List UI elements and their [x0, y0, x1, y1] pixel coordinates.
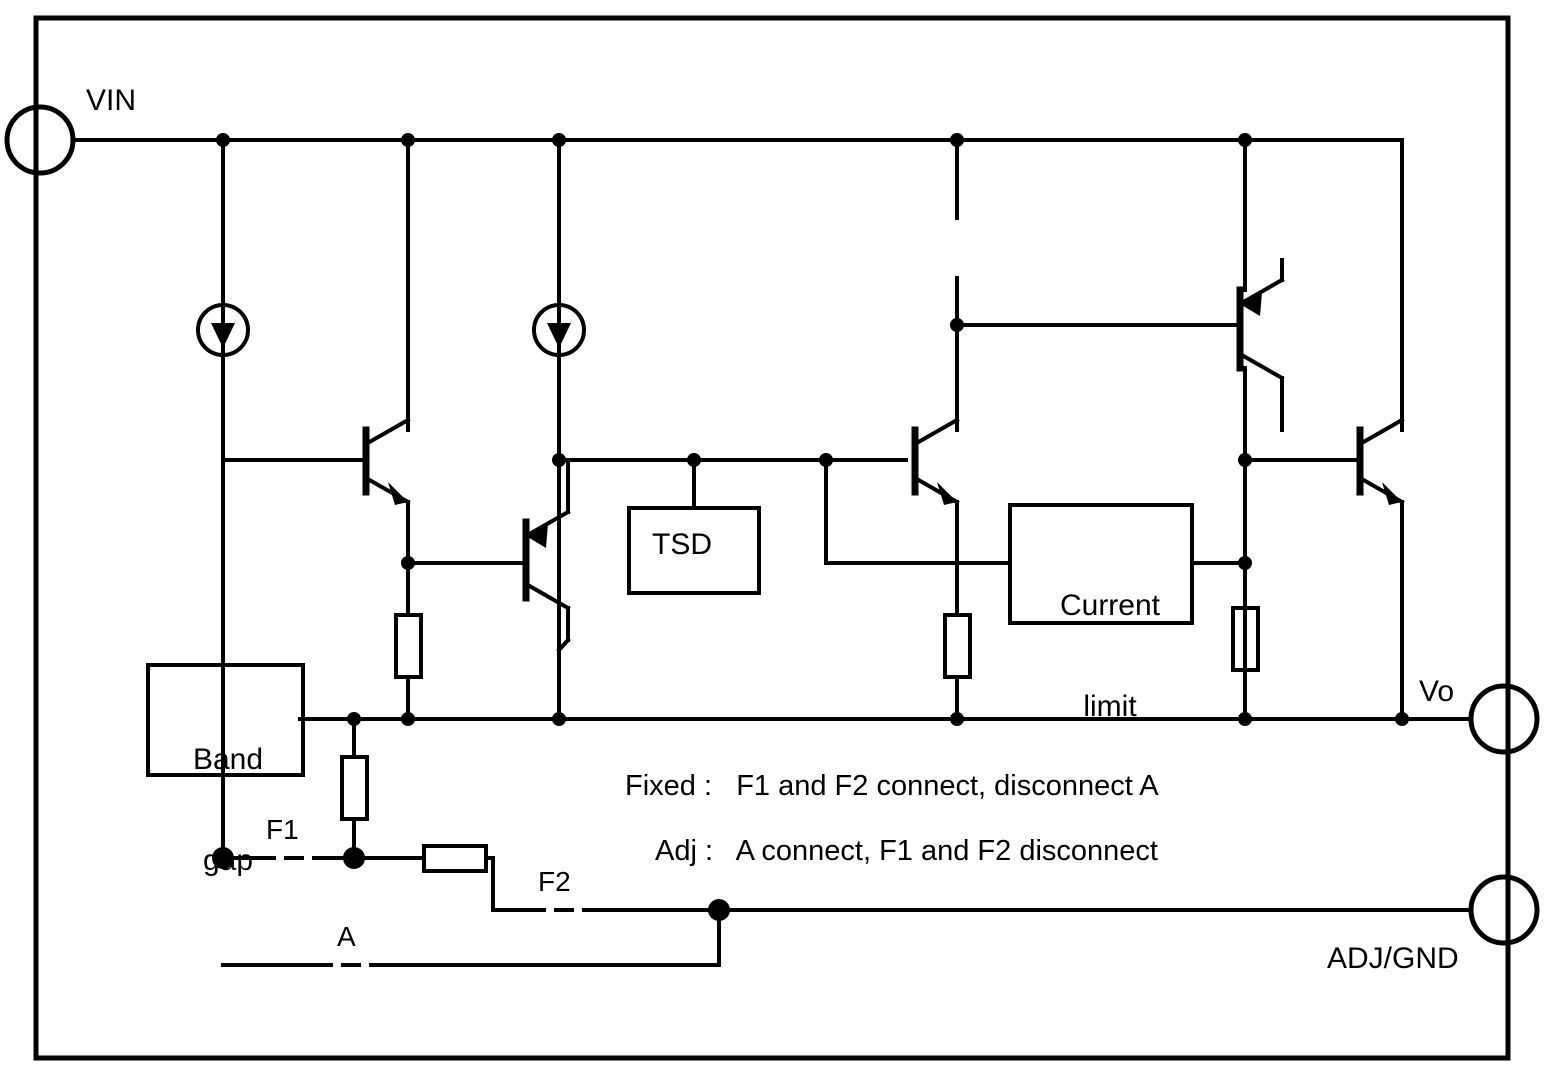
adj-gnd-terminal — [1471, 877, 1537, 943]
label-link-f2: F2 — [538, 866, 571, 897]
label-adj-gnd: ADJ/GND — [1327, 942, 1459, 975]
q2-emitter-lead — [526, 584, 568, 608]
q1-collector-lead — [366, 420, 408, 444]
label-vo: Vo — [1419, 675, 1455, 708]
bandgap-line2: gap — [202, 843, 254, 877]
bandgap-line1: Band — [192, 743, 264, 777]
resistor-r1 — [396, 615, 421, 677]
resistor-rf2 — [424, 846, 486, 871]
vo-terminal — [1471, 686, 1537, 752]
label-link-a: A — [337, 921, 356, 952]
note-fixed-mode: Fixed : F1 and F2 connect, disconnect A — [625, 770, 1159, 802]
resistor-rf1 — [342, 757, 367, 819]
note-adj-mode: Adj : A connect, F1 and F2 disconnect — [655, 835, 1158, 867]
current-source-1-arrow — [211, 323, 235, 348]
resistor-r3 — [945, 615, 970, 677]
label-current-limit-block — [1030, 522, 1190, 791]
label-bandgap-block — [163, 676, 293, 945]
label-vin: VIN — [86, 84, 137, 117]
current-limit-line1: Current — [1059, 589, 1161, 623]
q3-collector-lead — [915, 420, 957, 444]
vin-terminal — [7, 107, 73, 173]
q6-collector-lead — [1360, 420, 1402, 444]
label-tsd-block: TSD — [652, 528, 712, 561]
current-source-2-arrow — [547, 323, 571, 348]
label-link-f1: F1 — [266, 814, 299, 845]
current-limit-line2: limit — [1083, 689, 1137, 723]
